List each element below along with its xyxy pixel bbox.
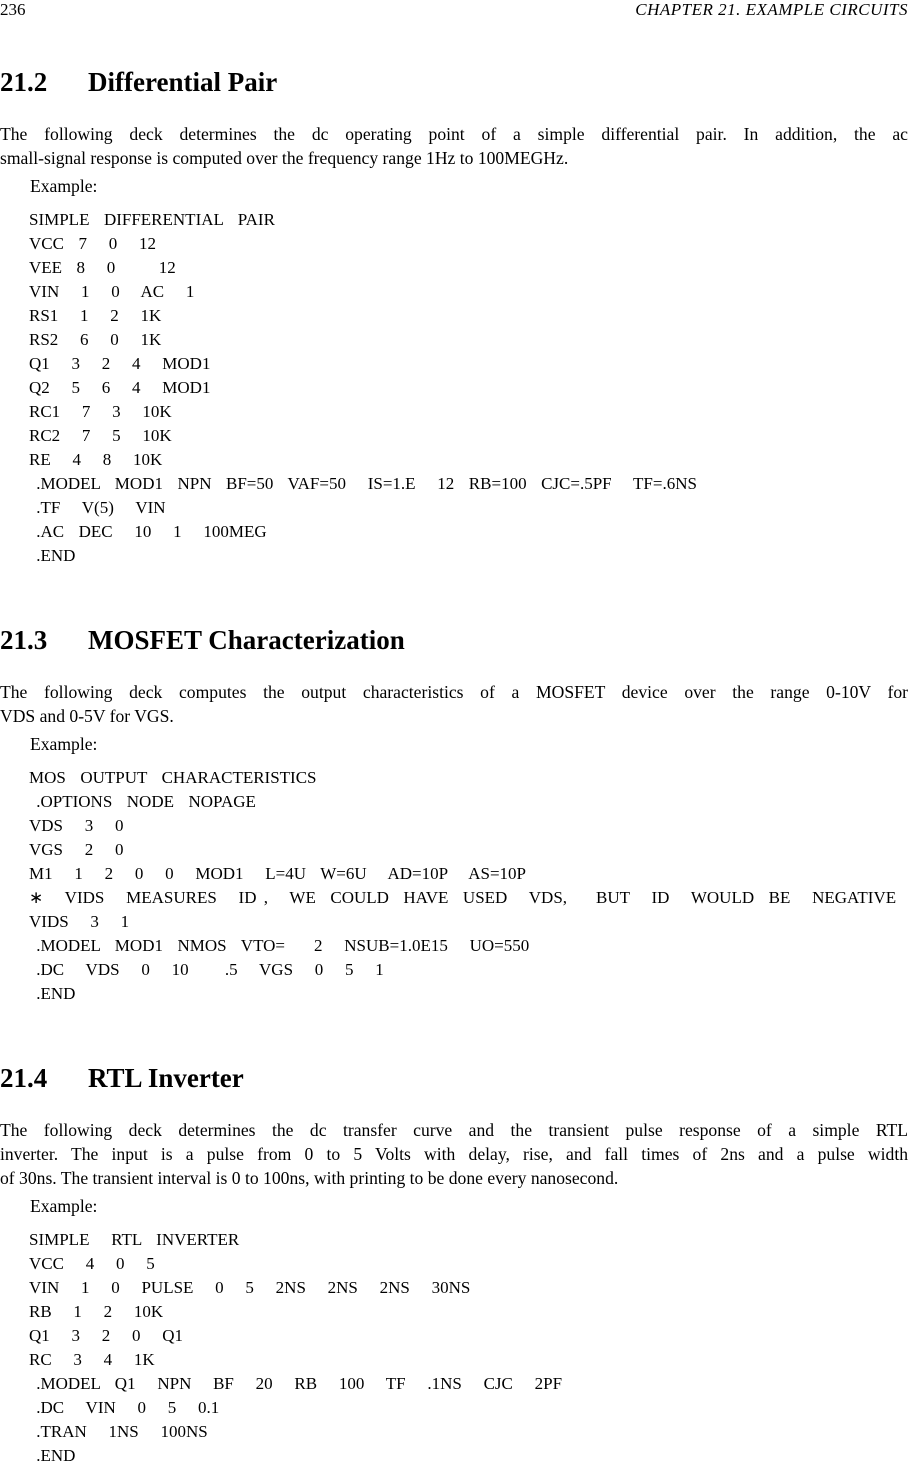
section-title: MOSFET Characterization xyxy=(88,625,405,655)
code-line: SIMPLE DIFFERENTIAL PAIR xyxy=(29,210,275,229)
code-line: VGS 2 0 xyxy=(29,840,124,859)
paragraph-line: small-signal response is computed over the frequency range 1Hz to 100MEGHz. xyxy=(0,148,569,168)
code-line: RS2 6 0 1K xyxy=(29,330,162,349)
section-paragraph xyxy=(0,680,908,728)
code-line: M1 1 2 0 0 MOD1 L=4U W=6U AD=10P AS=10P xyxy=(29,864,526,883)
code-line: .END xyxy=(29,546,76,565)
code-line: SIMPLE RTL INVERTER xyxy=(29,1230,240,1249)
code-listing xyxy=(29,766,896,1006)
code-line: .END xyxy=(29,984,76,1003)
paragraph-line: of 30ns. The transient interval is 0 to 100ns, with printing to be done every nanosecond. xyxy=(0,1168,619,1188)
section-title: RTL Inverter xyxy=(88,1063,244,1093)
paragraph-line: The following deck determines the dc operating point of a simple differential pair. In addition, the ac xyxy=(0,124,908,144)
code-line: RB 1 2 10K xyxy=(29,1302,164,1321)
code-line: .DC VIN 0 5 0.1 xyxy=(29,1398,220,1417)
code-line: .TRAN 1NS 100NS xyxy=(29,1422,208,1441)
example-label: Example: xyxy=(30,176,98,196)
paragraph-line: The following deck computes the output characteristics of a MOSFET device over the range 0-10V for xyxy=(0,682,908,702)
section-paragraph xyxy=(0,122,908,170)
code-line: .END xyxy=(29,1446,76,1465)
code-line: MOS OUTPUT CHARACTERISTICS xyxy=(29,768,317,787)
code-line: VIDS 3 1 xyxy=(29,912,130,931)
code-line: Q1 3 2 0 Q1 xyxy=(29,1326,184,1345)
code-line: .OPTIONS NODE NOPAGE xyxy=(29,792,256,811)
page-number: 236 xyxy=(0,0,26,19)
code-line: ∗ VIDS MEASURES ID , WE COULD HAVE USED VDS, BUT ID WOULD BE NEGATIVE xyxy=(29,888,897,907)
example-label: Example: xyxy=(30,734,98,754)
code-line: .MODEL MOD1 NPN BF=50 VAF=50 IS=1.E 12 RB=100 CJC=.5PF TF=.6NS xyxy=(29,474,697,493)
section-number: 21.4 xyxy=(0,1063,48,1093)
code-listing xyxy=(29,1228,562,1468)
code-line: VCC 4 0 5 xyxy=(29,1254,155,1273)
running-header xyxy=(0,0,908,20)
code-line: .MODEL MOD1 NMOS VTO= 2 NSUB=1.0E15 UO=550 xyxy=(29,936,530,955)
code-line: Q1 3 2 4 MOD1 xyxy=(29,354,211,373)
example-label: Example: xyxy=(30,1196,98,1216)
section-paragraph xyxy=(0,1118,908,1190)
code-line: VDS 3 0 xyxy=(29,816,124,835)
code-line: VCC 7 0 12 xyxy=(29,234,156,253)
code-line: VIN 1 0 PULSE 0 5 2NS 2NS 2NS 30NS xyxy=(29,1278,471,1297)
code-line: .AC DEC 10 1 100MEG xyxy=(29,522,267,541)
code-line: Q2 5 6 4 MOD1 xyxy=(29,378,211,397)
section-title: Differential Pair xyxy=(88,67,278,97)
code-line: .MODEL Q1 NPN BF 20 RB 100 TF .1NS CJC 2PF xyxy=(29,1374,563,1393)
code-line: RC1 7 3 10K xyxy=(29,402,172,421)
section-heading-mosfet-characterization xyxy=(0,625,405,655)
chapter-title: CHAPTER 21. EXAMPLE CIRCUITS xyxy=(635,0,908,19)
code-line: RC2 7 5 10K xyxy=(29,426,172,445)
section-number: 21.3 xyxy=(0,625,48,655)
code-line: VIN 1 0 AC 1 xyxy=(29,282,195,301)
paragraph-line: VDS and 0-5V for VGS. xyxy=(0,706,174,726)
section-heading-differential-pair xyxy=(0,67,277,97)
code-line: RC 3 4 1K xyxy=(29,1350,155,1369)
code-line: VEE 8 0 12 xyxy=(29,258,176,277)
section-heading-rtl-inverter xyxy=(0,1063,244,1093)
paragraph-line: inverter. The input is a pulse from 0 to 5 Volts with delay, rise, and fall times of 2ns and a pulse width xyxy=(0,1144,908,1164)
section-number: 21.2 xyxy=(0,67,48,97)
code-listing xyxy=(29,208,697,568)
paragraph-line: The following deck determines the dc transfer curve and the transient pulse response of a simple RTL xyxy=(0,1120,908,1140)
code-line: .DC VDS 0 10 .5 VGS 0 5 1 xyxy=(29,960,384,979)
code-line: RE 4 8 10K xyxy=(29,450,163,469)
code-line: .TF V(5) VIN xyxy=(29,498,166,517)
code-line: RS1 1 2 1K xyxy=(29,306,162,325)
